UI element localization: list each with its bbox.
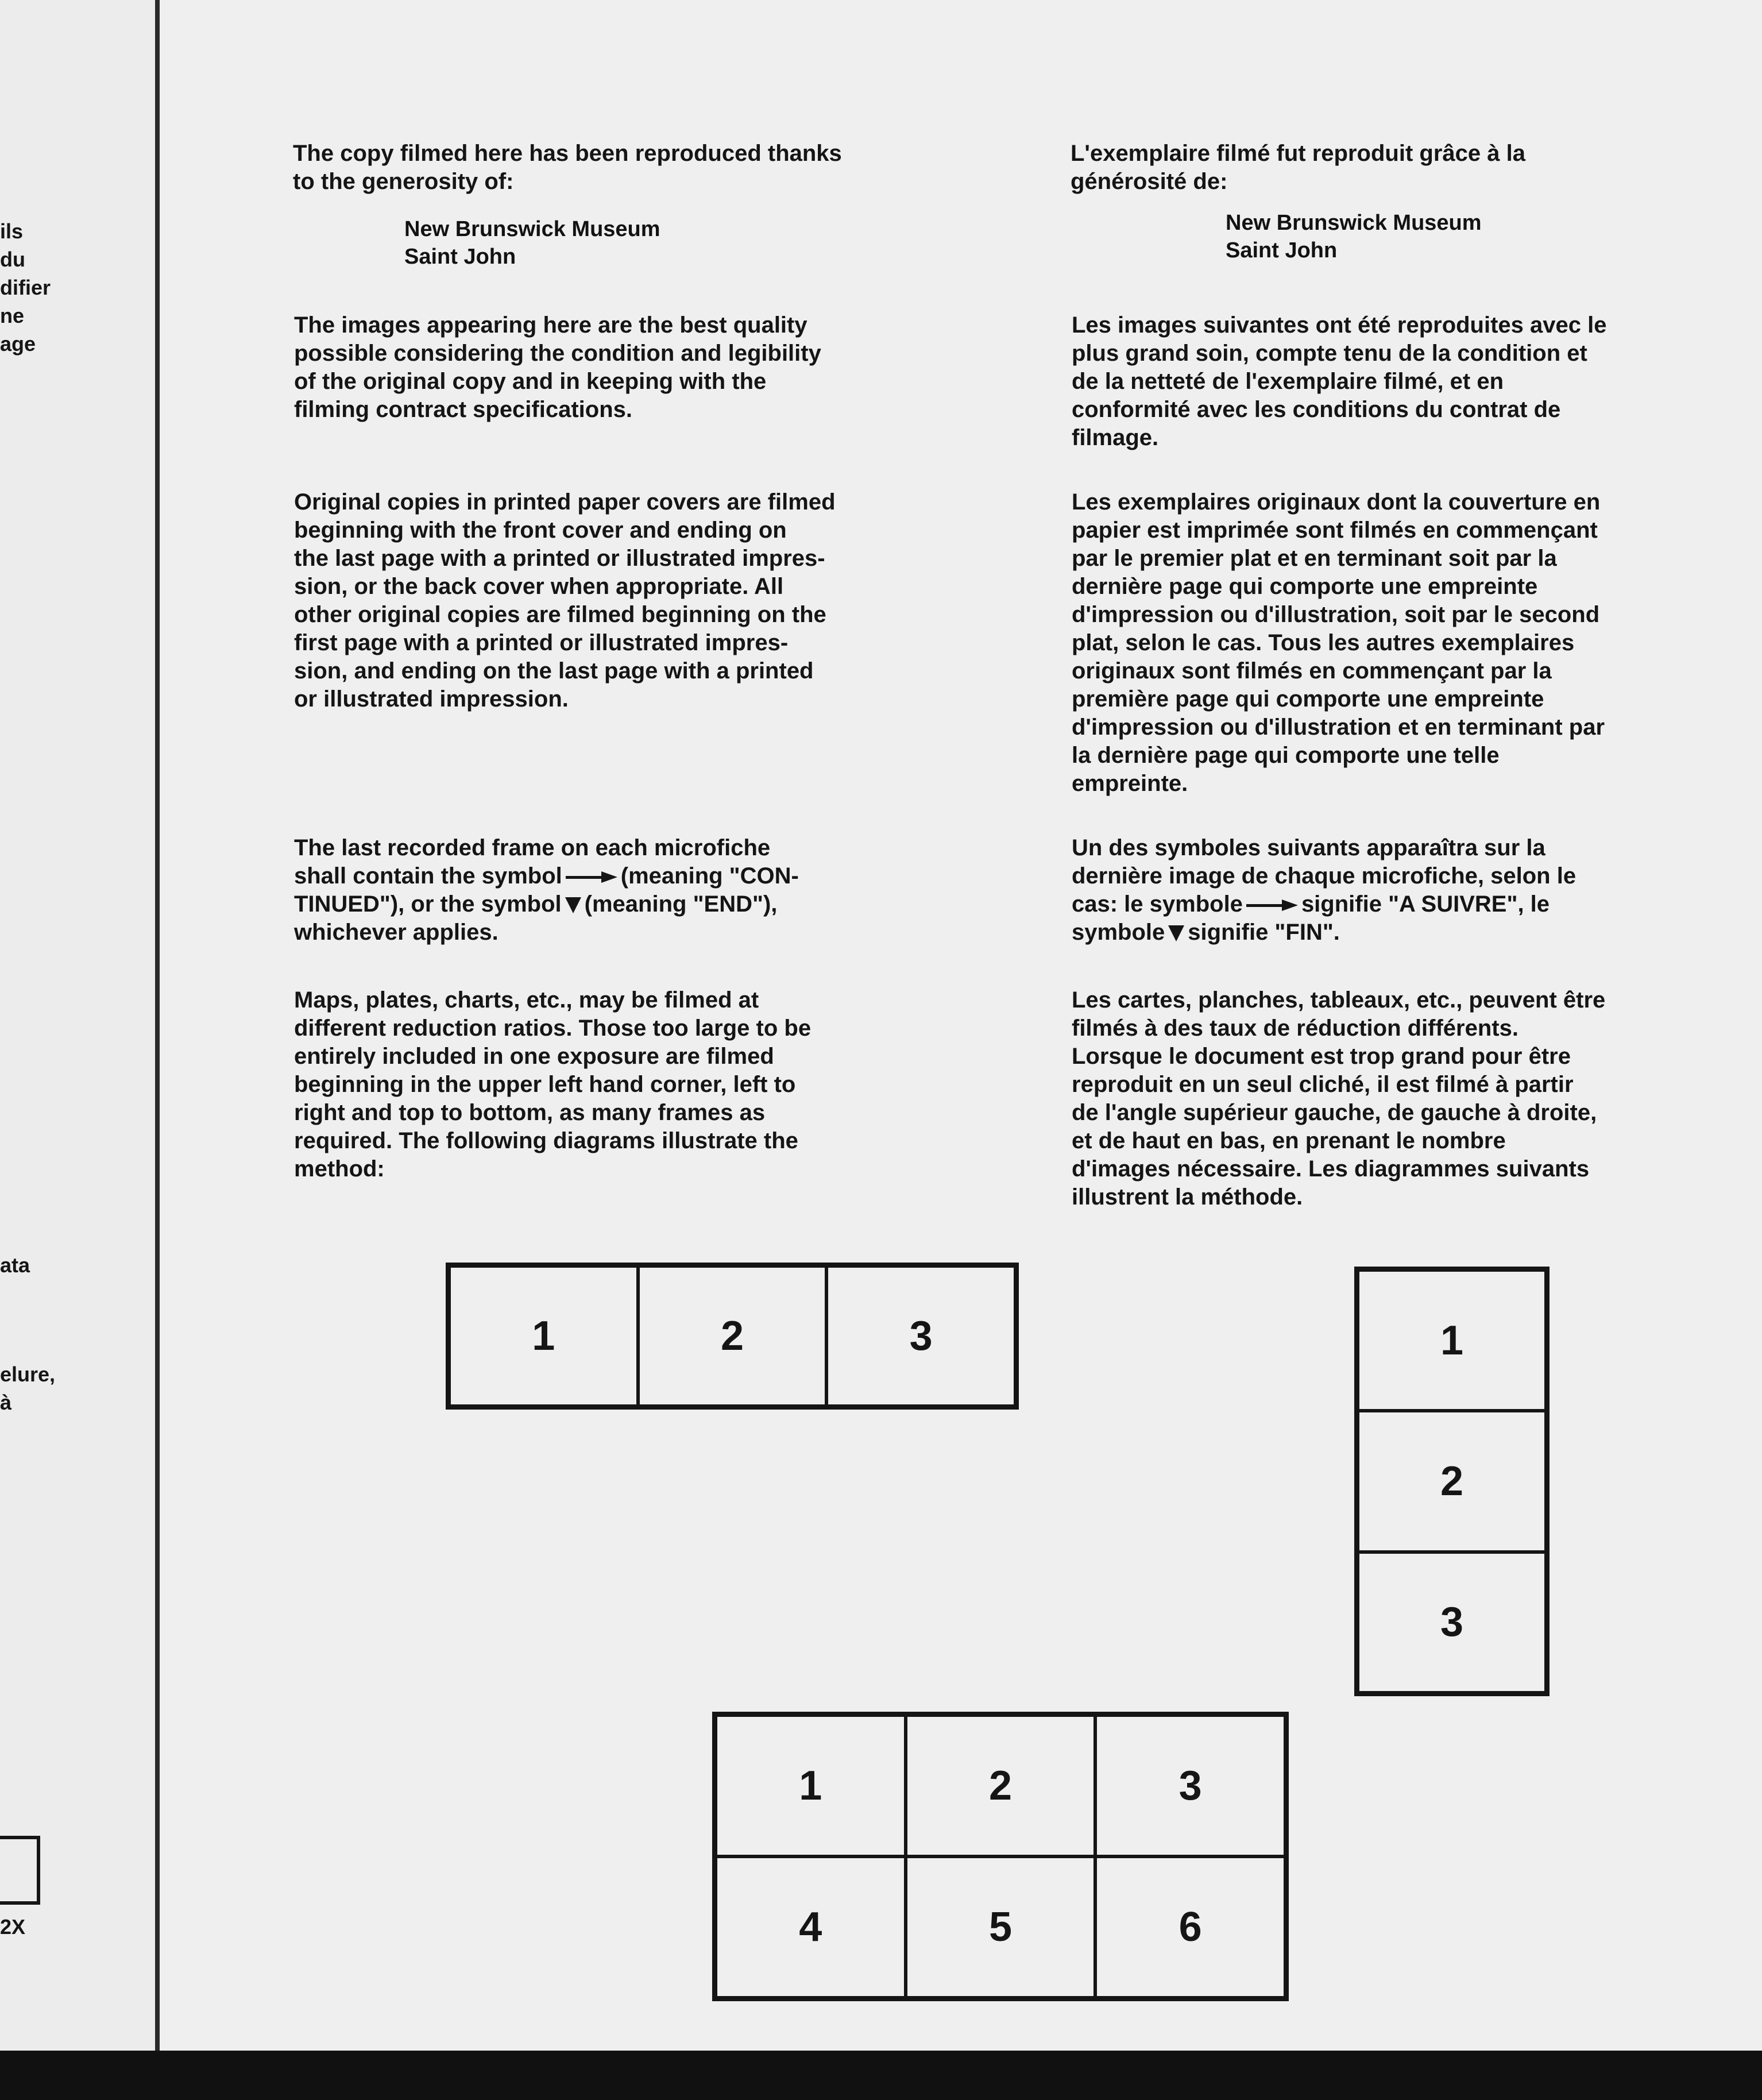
fragment-frame xyxy=(0,1836,40,1905)
institution-name: New Brunswick Museum xyxy=(1226,211,1482,235)
fragment-text: 2X xyxy=(0,1915,26,1939)
text-line: The images appearing here are the best quality xyxy=(294,312,807,338)
text-span: signifie "A SUIVRE", le xyxy=(1301,891,1550,917)
frame-number: 1 xyxy=(1358,1270,1546,1411)
text-line: dernière page qui comporte une empreinte xyxy=(1072,574,1538,599)
fragment-text: age xyxy=(0,332,36,356)
text-line: plat, selon le cas. Tous les autres exemplaires xyxy=(1072,630,1575,655)
text-line: The last recorded frame on each microfiche xyxy=(294,835,771,860)
frame-number: 6 xyxy=(1095,1856,1285,1998)
text-line: Original copies in printed paper covers are filmed xyxy=(294,489,836,515)
text-line: filmés à des taux de réduction différents. xyxy=(1072,1016,1518,1041)
institution-name: New Brunswick Museum xyxy=(404,217,660,241)
text-line: beginning with the front cover and ending on xyxy=(294,518,787,543)
text-line: Les exemplaires originaux dont la couverture en xyxy=(1072,489,1601,515)
text-line: et de haut en bas, en prenant le nombre xyxy=(1072,1128,1506,1153)
text-line: Les images suivantes ont été reproduites avec le xyxy=(1072,312,1607,338)
diagram-horizontal xyxy=(446,1263,1019,1410)
text-line xyxy=(294,862,799,890)
text-line: required. The following diagrams illustrate the xyxy=(294,1128,798,1153)
text-line: Maps, plates, charts, etc., may be filmed at xyxy=(294,987,759,1013)
french-quality xyxy=(1072,311,1606,452)
text-line: sion, and ending on the last page with a printed xyxy=(294,658,814,684)
text-line: or illustrated impression. xyxy=(294,686,569,712)
text-span: shall contain the symbol xyxy=(294,863,562,889)
text-line: plus grand soin, compte tenu de la condition et xyxy=(1072,341,1587,366)
text-line: empreinte. xyxy=(1072,771,1188,796)
text-span: TINUED"), or the symbol xyxy=(294,891,562,917)
institution-city: Saint John xyxy=(404,245,516,269)
text-line: method: xyxy=(294,1156,385,1182)
end-triangle-icon xyxy=(565,897,581,913)
text-line: possible considering the condition and legibility xyxy=(294,341,821,366)
text-line: originaux sont filmés en commençant par la xyxy=(1072,658,1552,684)
text-line: to the generosity of: xyxy=(293,169,514,194)
text-line: Un des symboles suivants apparaîtra sur la xyxy=(1072,835,1545,860)
text-span: cas: le symbole xyxy=(1072,891,1243,917)
fragment-text: à xyxy=(0,1391,12,1414)
text-line: d'images nécessaire. Les diagrammes suivants xyxy=(1072,1156,1590,1182)
arrow-icon xyxy=(1246,901,1298,909)
text-line: d'impression ou d'illustration et en terminant par xyxy=(1072,715,1605,740)
text-line: de l'angle supérieur gauche, de gauche à droite, xyxy=(1072,1100,1597,1125)
text-line xyxy=(1072,890,1576,918)
diagram-vertical xyxy=(1354,1267,1550,1696)
french-thanks xyxy=(1071,140,1525,196)
text-line: conformité avec les conditions du contrat de xyxy=(1072,397,1561,422)
english-quality xyxy=(294,311,821,424)
diagram-grid xyxy=(712,1712,1289,2001)
text-line: The copy filmed here has been reproduced thanks xyxy=(293,141,842,166)
text-span: (meaning "CON- xyxy=(620,863,799,889)
text-line: entirely included in one exposure are filmed xyxy=(294,1044,774,1069)
fragment-text: ata xyxy=(0,1253,30,1277)
frame-number: 2 xyxy=(906,1715,1096,1856)
frame-number: 2 xyxy=(638,1266,827,1406)
text-line: right and top to bottom, as many frames as xyxy=(294,1100,766,1125)
arrow-icon xyxy=(566,873,617,881)
text-line: filming contract specifications. xyxy=(294,397,633,422)
english-covers xyxy=(294,488,836,713)
institution-city: Saint John xyxy=(1226,238,1338,262)
fragment-text: elure, xyxy=(0,1362,56,1386)
french-symbols xyxy=(1072,834,1576,947)
frame-number: 3 xyxy=(1095,1715,1285,1856)
text-line: de la netteté de l'exemplaire filmé, et en xyxy=(1072,369,1504,394)
frame-number: 3 xyxy=(1358,1552,1546,1693)
text-line: filmage. xyxy=(1072,425,1159,450)
page-fold-divider xyxy=(155,0,160,2051)
frame-number: 4 xyxy=(716,1856,906,1998)
english-maps xyxy=(294,986,811,1183)
text-line: illustrent la méthode. xyxy=(1072,1184,1303,1210)
text-line: d'impression ou d'illustration, soit par le second xyxy=(1072,602,1600,627)
text-span: signifie "FIN". xyxy=(1188,920,1340,945)
english-symbols xyxy=(294,834,799,947)
text-line: générosité de: xyxy=(1071,169,1228,194)
text-line: dernière image de chaque microfiche, selon le xyxy=(1072,863,1576,889)
french-institution xyxy=(1226,209,1482,264)
text-line: other original copies are filmed beginning on the xyxy=(294,602,826,627)
text-line: of the original copy and in keeping with the xyxy=(294,369,767,394)
fragment-text: difier xyxy=(0,276,51,299)
french-covers xyxy=(1072,488,1605,798)
text-line: different reduction ratios. Those too large to be xyxy=(294,1016,812,1041)
english-thanks xyxy=(293,140,842,196)
text-line xyxy=(294,890,799,918)
text-line: première page qui comporte une empreinte xyxy=(1072,686,1544,712)
text-line xyxy=(1072,918,1576,947)
fragment-text: ne xyxy=(0,304,25,327)
text-line: the last page with a printed or illustrated impres- xyxy=(294,546,825,571)
text-span: (meaning "END"), xyxy=(584,891,778,917)
text-line: first page with a printed or illustrated impres- xyxy=(294,630,789,655)
frame-number: 3 xyxy=(826,1266,1015,1406)
frame-number: 1 xyxy=(716,1715,906,1856)
text-line: par le premier plat et en terminant soit par la xyxy=(1072,546,1557,571)
text-line: L'exemplaire filmé fut reproduit grâce à la xyxy=(1071,141,1525,166)
text-line: Les cartes, planches, tableaux, etc., peuvent être xyxy=(1072,987,1606,1013)
end-triangle-icon xyxy=(1168,925,1184,941)
text-line: sion, or the back cover when appropriate. All xyxy=(294,574,784,599)
french-maps xyxy=(1072,986,1605,1211)
text-line: papier est imprimée sont filmés en commençant xyxy=(1072,518,1598,543)
text-line: Lorsque le document est trop grand pour être xyxy=(1072,1044,1571,1069)
text-line: beginning in the upper left hand corner, left to xyxy=(294,1072,796,1097)
frame-number: 5 xyxy=(906,1856,1096,1998)
scan-bottom-edge xyxy=(0,2051,1762,2100)
text-line: la dernière page qui comporte une telle xyxy=(1072,743,1500,768)
fragment-text: ils xyxy=(0,219,24,243)
text-line: reproduit en un seul cliché, il est filmé à partir xyxy=(1072,1072,1574,1097)
text-line: whichever applies. xyxy=(294,920,499,945)
fragment-text: du xyxy=(0,248,25,271)
frame-number: 1 xyxy=(449,1266,638,1406)
text-span: symbole xyxy=(1072,920,1165,945)
adjacent-page-strip xyxy=(0,0,156,2051)
english-institution xyxy=(404,215,660,271)
frame-number: 2 xyxy=(1358,1411,1546,1551)
